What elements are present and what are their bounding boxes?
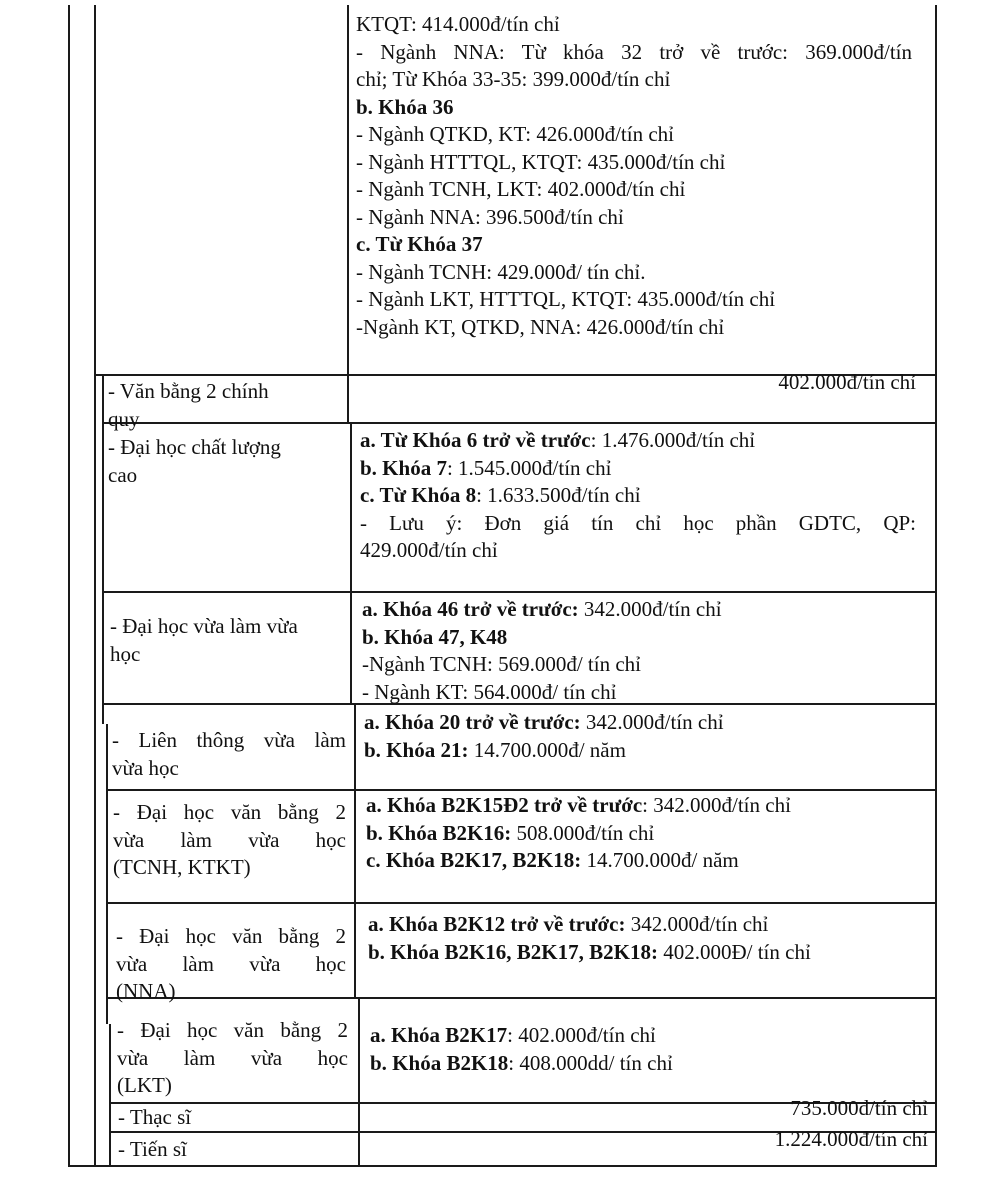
fee-line: - Ngành NNA: 396.500đ/tín chỉ	[356, 204, 624, 229]
row-divider	[106, 789, 936, 791]
program-label-cell	[108, 434, 344, 489]
program-label-cell	[117, 1017, 348, 1100]
fee-line: c. Từ Khóa 37	[356, 232, 483, 256]
fee-value: 402.000đ/tín chỉ	[778, 370, 916, 394]
fee-line: - Ngành QTKD, KT: 426.000đ/tín chỉ	[356, 122, 674, 146]
fee-line: b. Khóa 47, K48	[362, 624, 508, 649]
fee-line: - Ngành HTTTQL, KTQT: 435.000đ/tín chỉ	[356, 149, 726, 174]
program-label: - Văn bằng 2 chính	[108, 379, 269, 403]
program-label-cell	[108, 378, 344, 433]
program-label: - Đại học văn bằng 2	[113, 800, 346, 824]
fee-line: b. Khóa 36	[356, 94, 454, 119]
fee-line: - Ngành KT: 564.000đ/ tín chỉ	[362, 679, 617, 704]
fee-line: - Ngành TCNH: 429.000đ/ tín chỉ.	[356, 259, 646, 284]
fee-details-cell	[366, 792, 922, 875]
fee-value-cell	[366, 1126, 928, 1154]
fee-value-cell	[356, 369, 916, 397]
program-label: vừa học	[112, 755, 179, 780]
program-label: vừa làm vừa học	[116, 951, 346, 976]
fee-line: a. Từ Khóa 6 trở về trước: 1.476.000đ/tín chỉ	[360, 428, 756, 452]
fee-line: a. Khóa 46 trở về trước: 342.000đ/tín chỉ	[362, 597, 722, 621]
program-label: - Liên thông vừa làm	[112, 728, 346, 752]
label-column-border	[102, 374, 104, 724]
program-label: quy	[108, 406, 140, 431]
program-label: học	[110, 641, 141, 666]
fee-line: - Ngành LKT, HTTTQL, KTQT: 435.000đ/tín chỉ	[356, 287, 776, 311]
program-label: - Đại học văn bằng 2	[116, 924, 346, 948]
fee-line: a. Khóa B2K12 trở về trước: 342.000đ/tín chỉ	[368, 912, 769, 936]
fee-details-cell	[362, 596, 918, 706]
fee-line: a. Khóa B2K15Đ2 trở về trước: 342.000đ/tín chỉ	[366, 793, 791, 817]
fee-line: b. Khóa 21: 14.700.000đ/ năm	[364, 737, 626, 762]
fee-line: -Ngành TCNH: 569.000đ/ tín chỉ	[362, 652, 642, 676]
program-label-cell	[110, 613, 346, 668]
row-divider	[106, 902, 936, 904]
program-label: (NNA)	[116, 979, 176, 1003]
fee-line: c. Khóa B2K17, B2K18: 14.700.000đ/ năm	[366, 848, 739, 872]
program-label: (LKT)	[117, 1073, 172, 1097]
program-label: - Thạc sĩ	[118, 1105, 192, 1129]
fee-details-cell	[370, 1022, 926, 1077]
fee-line: - Ngành TCNH, LKT: 402.000đ/tín chỉ	[356, 177, 686, 201]
table-border-right	[935, 5, 937, 1167]
fee-line: - Ngành NNA: Từ khóa 32 trở về trước: 369.000đ/tín	[356, 39, 912, 64]
program-label-cell	[116, 923, 346, 1006]
fee-value-cell	[366, 1095, 928, 1123]
program-label-cell	[113, 799, 346, 882]
column-divider	[347, 5, 349, 423]
fee-line: -Ngành KT, QTKD, NNA: 426.000đ/tín chỉ	[356, 314, 725, 339]
fee-value: 735.000đ/tín chỉ	[790, 1096, 928, 1120]
program-label: vừa làm vừa học	[113, 827, 346, 852]
table-border-bottom	[68, 1165, 937, 1167]
program-label-cell	[118, 1136, 348, 1164]
fee-line: c. Từ Khóa 8: 1.633.500đ/tín chỉ	[360, 483, 641, 507]
column-divider	[350, 423, 352, 703]
fee-details-cell	[356, 11, 912, 341]
program-label: - Đại học văn bằng 2	[117, 1018, 348, 1042]
fee-line: 429.000đ/tín chỉ	[360, 538, 498, 562]
program-label-cell	[112, 727, 346, 782]
table-border-first-col	[94, 5, 96, 1165]
program-label: - Đại học chất lượng	[108, 435, 281, 459]
program-label-cell	[118, 1104, 348, 1132]
fee-line: b. Khóa B2K16, B2K17, B2K18: 402.000Đ/ tín chỉ	[368, 939, 811, 964]
fee-line: b. Khóa B2K16: 508.000đ/tín chỉ	[366, 820, 655, 845]
program-label: - Tiến sĩ	[118, 1137, 187, 1161]
fee-details-cell	[368, 911, 924, 966]
program-label: - Đại học vừa làm vừa	[110, 614, 298, 638]
table-border-left	[68, 5, 70, 1167]
fee-line: a. Khóa B2K17: 402.000đ/tín chỉ	[370, 1023, 656, 1047]
program-label: cao	[108, 462, 138, 487]
program-label: (TCNH, KTKT)	[113, 855, 251, 879]
fee-line: b. Khóa B2K18: 408.000dd/ tín chỉ	[370, 1050, 673, 1075]
label-column-border	[106, 724, 108, 1024]
fee-line: chỉ; Từ Khóa 33-35: 399.000đ/tín chỉ	[356, 67, 671, 91]
fee-details-cell	[360, 427, 916, 565]
fee-value: 1.224.000đ/tín chỉ	[774, 1127, 928, 1151]
fee-line: b. Khóa 7: 1.545.000đ/tín chỉ	[360, 455, 612, 480]
label-column-border	[109, 1024, 111, 1165]
fee-line: a. Khóa 20 trở về trước: 342.000đ/tín chỉ	[364, 710, 724, 734]
column-divider	[354, 703, 356, 997]
fee-line: - Lưu ý: Đơn giá tín chỉ học phần GDTC, QP:	[360, 510, 916, 535]
row-divider	[102, 591, 936, 593]
column-divider	[358, 997, 360, 1165]
fee-line: KTQT: 414.000đ/tín chỉ	[356, 12, 560, 36]
program-label: vừa làm vừa học	[117, 1045, 348, 1070]
fee-details-cell	[364, 709, 920, 764]
